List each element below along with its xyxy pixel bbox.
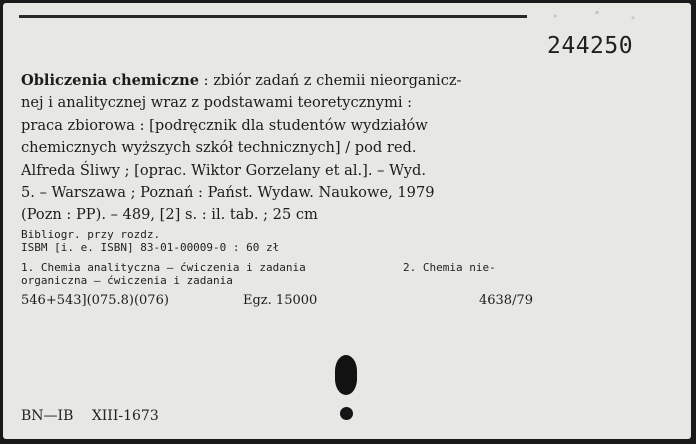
bibliography-note: Bibliogr. przy rozdz. bbox=[21, 228, 161, 241]
entry-line-6: 5. – Warszawa ; Poznań : Państ. Wydaw. Naukowe, 1979 bbox=[21, 183, 435, 201]
isbn-note: ISBM [i. e. ISBN] 83-01-00009-0 : 60 zł bbox=[21, 241, 280, 254]
entry-title: Obliczenia chemiczne bbox=[21, 72, 199, 89]
subject-heading-1: 1. Chemia analityczna — ćwiczenia i zadania bbox=[21, 261, 306, 274]
paper-speckle bbox=[543, 7, 663, 25]
punch-hole bbox=[335, 355, 357, 395]
issuing-bureau: BN—IB bbox=[21, 408, 74, 424]
bibliographic-entry bbox=[21, 70, 531, 227]
catalog-card bbox=[3, 3, 691, 439]
notes-block bbox=[21, 228, 531, 287]
entry-line-1 bbox=[21, 70, 531, 92]
classification-row bbox=[21, 293, 533, 309]
punch-dot bbox=[340, 407, 353, 420]
top-rule bbox=[19, 15, 527, 18]
subject-heading-2-cont: organiczna — ćwiczenia i zadania bbox=[21, 274, 233, 287]
entry-line-7: (Pozn : PP). – 489, [2] s. : il. tab. ; 25 cm bbox=[21, 206, 318, 224]
entry-line-5: Alfreda Śliwy ; [oprac. Wiktor Gorzelany et al.]. – Wyd. bbox=[21, 161, 426, 179]
udc-number: 546+543](075.8)(076) bbox=[21, 293, 169, 308]
copies-count: Egz. 15000 bbox=[243, 293, 318, 308]
card-number: 244250 bbox=[547, 33, 634, 59]
entry-line-2: nej i analitycznej wraz z podstawami teoretycznymi : bbox=[21, 94, 413, 112]
entry-line-4: chemicznych wyższych szkół technicznych] / pod red. bbox=[21, 139, 417, 157]
subject-headings bbox=[21, 261, 531, 274]
subject-heading-2: 2. Chemia nie- bbox=[403, 261, 496, 274]
footer bbox=[21, 408, 159, 424]
entry-subtitle: : zbiór zadań z chemii nieorganicz- bbox=[199, 72, 462, 89]
card-code: XIII-1673 bbox=[91, 408, 159, 424]
entry-line-3: praca zbiorowa : [podręcznik dla studentów wydziałów bbox=[21, 116, 428, 134]
record-number: 4638/79 bbox=[478, 293, 533, 308]
